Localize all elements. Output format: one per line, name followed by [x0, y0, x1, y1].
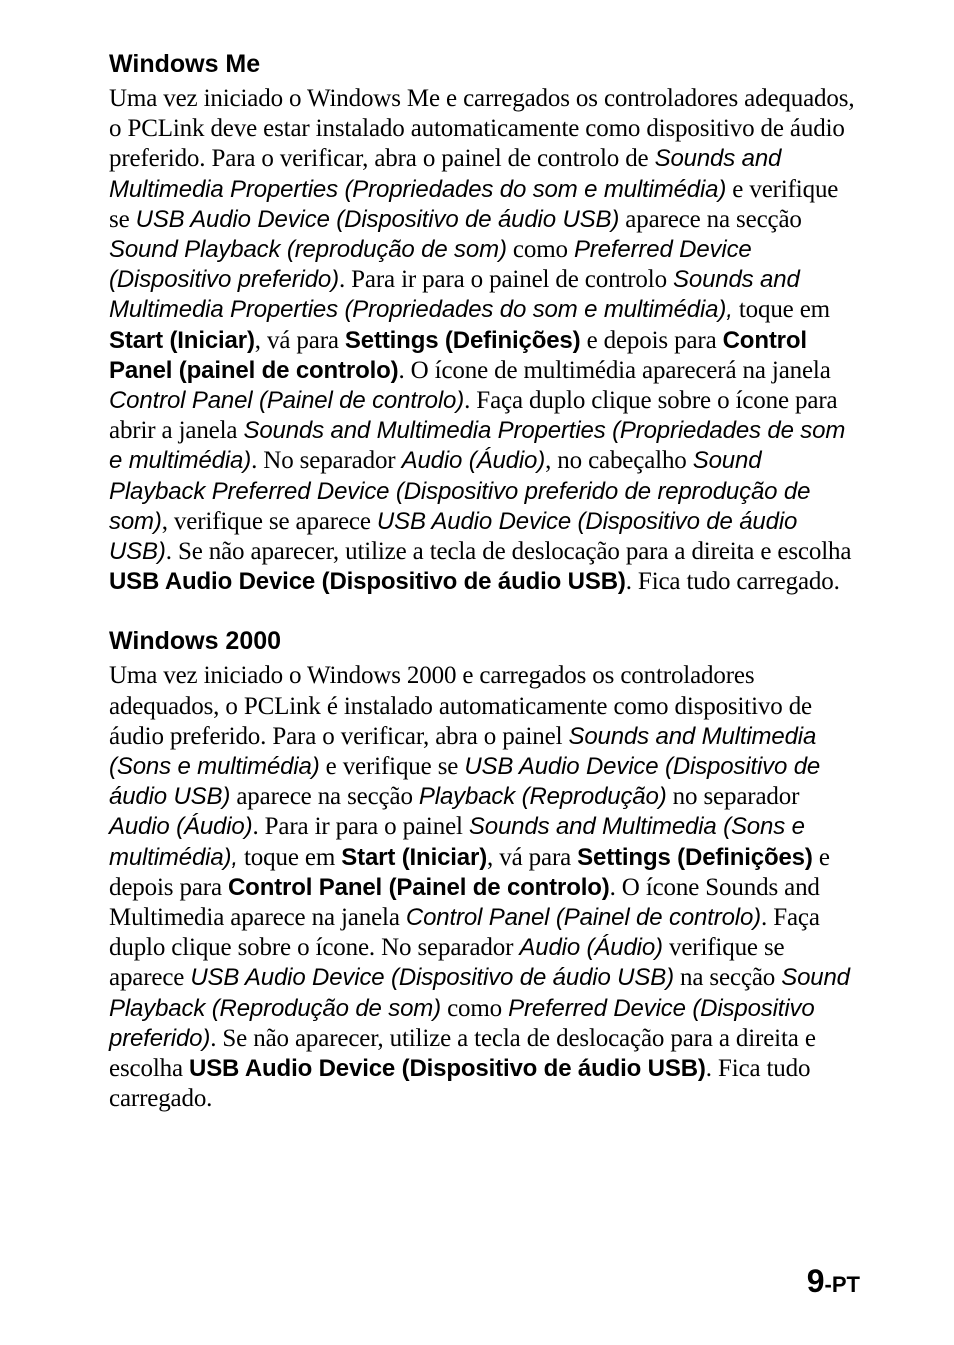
bold-term: Start (Iniciar): [341, 843, 488, 871]
italic-term: Control Panel (Painel de controlo): [405, 904, 761, 932]
body-text: no separador: [666, 783, 800, 811]
body-text: . Se não aparecer, utilize a tecla de deslocação para a direita e escolha: [165, 538, 852, 566]
body-text: . Fica tudo carregado.: [625, 568, 840, 596]
body-text: . No separador: [251, 447, 402, 475]
italic-term: Sounds and Multimedia Properties (Propriedades do som e multimédia),: [109, 266, 800, 324]
body-text: . Fica tudo carregado.: [109, 1055, 811, 1113]
italic-term: USB Audio Device (Dispositivo de áudio USB): [135, 205, 620, 233]
page-number-digit: 9: [806, 1263, 825, 1299]
bold-term: Control Panel (Painel de controlo): [228, 873, 610, 901]
body-text: Uma vez iniciado o Windows 2000 e carregados os controladores adequados, o PCLink é instalado automaticamente como dispositivo de áudio preferido. Para o verificar, abra o painel: [109, 662, 812, 750]
body-text: e verifique se: [319, 753, 465, 781]
body-text: , verifique se aparece: [161, 507, 377, 535]
bold-term: Control Panel (painel de controlo): [109, 326, 807, 384]
body-text: . Para ir para o painel: [252, 813, 469, 841]
italic-term: Audio (Áudio): [519, 934, 663, 962]
body-text: . Faça duplo clique sobre o ícone para abrir a janela: [109, 387, 838, 445]
body-text: Uma vez iniciado o Windows Me e carregados os controladores adequados, o PCLink deve estar instalado automaticamente como dispositivo de áudio preferido. Para o verificar, abra o painel de controlo de: [109, 85, 855, 173]
italic-term: Sound Playback (Reprodução de som): [109, 964, 850, 1022]
paragraph-windows-2000: [109, 661, 861, 1114]
italic-term: Control Panel (Painel de controlo): [109, 387, 465, 415]
body-text: aparece na secção: [230, 783, 419, 811]
bold-term: USB Audio Device (Dispositivo de áudio USB): [189, 1055, 706, 1083]
body-text: . O ícone Sounds and Multimedia aparece na janela: [109, 873, 820, 932]
body-text: na secção: [673, 964, 782, 992]
body-text: toque em: [237, 843, 342, 871]
body-text: , vá para: [487, 843, 578, 871]
bold-term: Settings (Definições): [344, 326, 581, 354]
body-text: toque em: [732, 296, 830, 324]
body-text: como: [440, 994, 509, 1022]
body-text: , no cabeçalho: [545, 447, 693, 475]
italic-term: Sounds and Multimedia Properties (Propriedades de som e multimédia): [109, 417, 846, 475]
body-text: verifique se aparece: [109, 934, 785, 992]
body-text: . O ícone de multimédia aparecerá na janela: [398, 356, 831, 384]
italic-term: Audio (Áudio): [109, 813, 253, 841]
body-text: . Para ir para o painel de controlo: [338, 266, 674, 294]
italic-term: Audio (Áudio): [401, 447, 546, 475]
italic-term: Sounds and Multimedia (Sons e multimédia),: [109, 813, 805, 871]
page-number-suffix: -PT: [824, 1272, 860, 1297]
bold-term: Settings (Definições): [577, 843, 813, 871]
italic-term: USB Audio Device (Dispositivo de áudio USB): [109, 753, 821, 811]
body-text: e depois para: [109, 843, 830, 901]
document-page: [109, 46, 861, 1141]
body-text: aparece na secção: [619, 205, 802, 233]
bold-term: USB Audio Device (Dispositivo de áudio USB): [109, 568, 626, 596]
italic-term: Preferred Device (Dispositivo preferido): [109, 994, 815, 1052]
italic-term: USB Audio Device (Dispositivo de áudio USB): [190, 964, 674, 992]
italic-term: Sound Playback (reprodução de som): [109, 236, 507, 264]
italic-term: Sounds and Multimedia Properties (Propriedades do som e multimédia): [109, 145, 782, 203]
heading-windows-me: Windows Me: [109, 50, 261, 78]
page-number: [807, 1263, 860, 1300]
italic-term: USB Audio Device (Dispositivo de áudio USB): [109, 507, 798, 566]
bold-term: Start (Iniciar): [109, 326, 255, 354]
paragraph-windows-me: [109, 84, 861, 597]
body-text: . Faça duplo clique sobre o ícone. No separador: [109, 904, 820, 962]
body-text: como: [506, 236, 574, 264]
body-text: , vá para: [254, 326, 345, 354]
body-text: e verifique se: [109, 175, 839, 233]
italic-term: Preferred Device (Dispositivo preferido): [109, 236, 752, 294]
italic-term: Playback (Reprodução): [418, 783, 667, 811]
italic-term: Sound Playback Preferred Device (Dispositivo preferido de reprodução de som): [109, 447, 811, 535]
body-text: e depois para: [580, 326, 723, 354]
body-text: . Se não aparecer, utilize a tecla de deslocação para a direita e escolha: [109, 1024, 816, 1083]
heading-windows-2000: Windows 2000: [109, 627, 282, 656]
italic-term: Sounds and Multimedia (Sons e multimédia): [109, 722, 817, 781]
